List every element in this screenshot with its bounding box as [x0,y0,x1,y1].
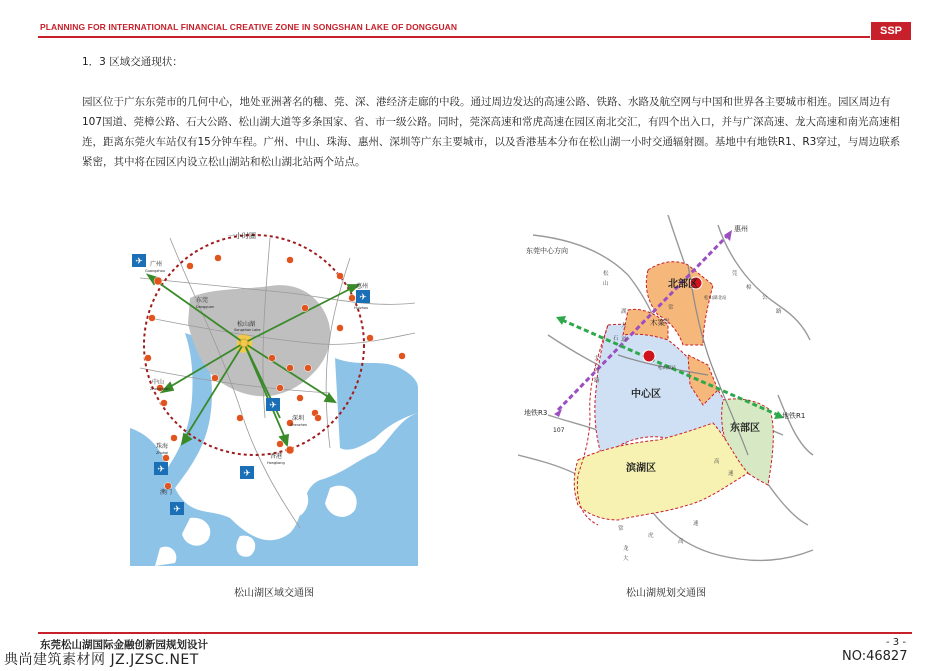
svg-text:山: 山 [603,281,609,287]
metro-r3-label: 地铁R3 [524,409,548,417]
footer-title: 东莞松山湖国际金融创新园规划设计 [40,639,208,651]
section-heading: 1．3 区域交通现状： [82,56,183,68]
svg-text:东莞: 东莞 [196,297,209,304]
svg-text:广州: 广州 [150,261,163,268]
dongguan-center-label: 东莞中心方向 [526,247,568,255]
svg-text:高: 高 [678,539,684,545]
svg-text:速: 速 [693,521,699,527]
svg-text:Zhuhai: Zhuhai [156,451,169,455]
svg-text:虎: 虎 [648,533,654,539]
east-zone-label: 东部区 [730,423,760,434]
svg-text:路: 路 [776,309,782,315]
svg-text:莞: 莞 [732,271,738,277]
lake-zone-label: 滨湖区 [626,463,656,474]
north-station-label: 松山湖北站 [704,296,727,301]
svg-text:松: 松 [603,271,609,277]
svg-text:大: 大 [623,556,629,562]
central-zone-label: 中心区 [631,389,661,400]
svg-text:珠海: 珠海 [156,443,169,450]
svg-text:✈: ✈ [269,401,277,411]
central-station-label: 松山湖站 [658,366,676,371]
svg-text:常: 常 [618,526,624,532]
svg-text:Songshan Lake: Songshan Lake [234,328,261,332]
header-divider [38,36,870,38]
svg-text:Shenzhen: Shenzhen [290,423,308,427]
svg-text:✈: ✈ [135,257,143,267]
metro-r1-label: 地铁R1 [782,412,806,420]
svg-text:✈: ✈ [359,293,367,303]
svg-text:路: 路 [594,378,600,384]
ssp-logo: SSP [871,22,911,40]
huizhou-label: 惠州 [734,225,748,233]
svg-text:中山: 中山 [152,379,165,386]
svg-text:✈: ✈ [157,465,165,475]
page-number: - 3 - [886,637,906,648]
svg-text:速: 速 [728,471,734,477]
svg-text:Guangzhou: Guangzhou [145,269,165,273]
north-zone-label: 北部区 [668,279,698,290]
planning-traffic-map [518,215,814,568]
svg-text:Huizhou: Huizhou [354,306,369,310]
svg-text:深圳: 深圳 [292,415,305,422]
svg-text:石: 石 [613,336,619,342]
body-paragraph: 园区位于广东东莞市的几何中心，地处亚洲著名的穗、莞、深、港经济走廊的中段。通过周边发达的高速公路、铁路、水路及航空网与中国和世界各主要城市相连。园区周边有107国道、莞樟公路、石大公路、松山湖大道等多条国家、省、市一级公路。同时，莞深高速和常虎高速在园区南北交汇，有四个出入口，并与广深高速、龙大高速和南光高速相连，距离东莞火车站仅有15分钟车程。广州、中山、珠海、惠州、深圳等广东主要城市，以及香港基本分布在松山湖一小时交通辐射圈。基地中有地铁R1、R3穿过，与周边联系紧密，其中将在园区内设立松山湖站和松山湖北站两个站点。 [82,96,901,168]
header-title: PLANNING FOR INTERNATIONAL FINANCIAL CREATIVE ZONE IN SONGSHAN LAKE OF DONGGUAN [40,22,458,32]
watermark-number: NO:46827 [842,649,908,664]
svg-text:惠州: 惠州 [356,283,369,290]
svg-text:道: 道 [621,337,627,343]
svg-text:松山湖: 松山湖 [237,321,256,328]
svg-text:大: 大 [621,323,627,329]
svg-text:Hongkong: Hongkong [267,461,285,465]
footer-divider [38,632,912,634]
right-map-caption: 松山湖规划交通图 [626,588,706,599]
svg-text:高: 高 [714,459,720,465]
svg-text:公: 公 [594,367,600,373]
svg-text:常: 常 [668,305,674,311]
regional-traffic-map [130,218,418,566]
svg-text:公: 公 [762,295,768,301]
svg-text:Dongguan: Dongguan [196,305,215,309]
one-hour-circle-label: 一小时圈 [228,232,256,240]
road-107-label: 107 [553,427,565,434]
watermark-site: 典尚建筑素材网 JZ.JZSC.NET [4,652,199,668]
svg-text:樟: 樟 [746,285,752,291]
svg-text:虎: 虎 [664,319,670,325]
svg-text:大: 大 [594,356,600,362]
svg-text:湖: 湖 [621,309,627,315]
svg-text:龙: 龙 [623,546,629,552]
svg-text:✈: ✈ [243,469,251,479]
svg-text:澳门: 澳门 [160,489,173,496]
left-map-caption: 松山湖区域交通图 [234,588,314,599]
svg-text:✈: ✈ [173,505,181,515]
svg-text:Zhongshan: Zhongshan [150,387,170,391]
svg-text:香港: 香港 [270,453,283,460]
mucha-label: 木案 [650,318,665,327]
